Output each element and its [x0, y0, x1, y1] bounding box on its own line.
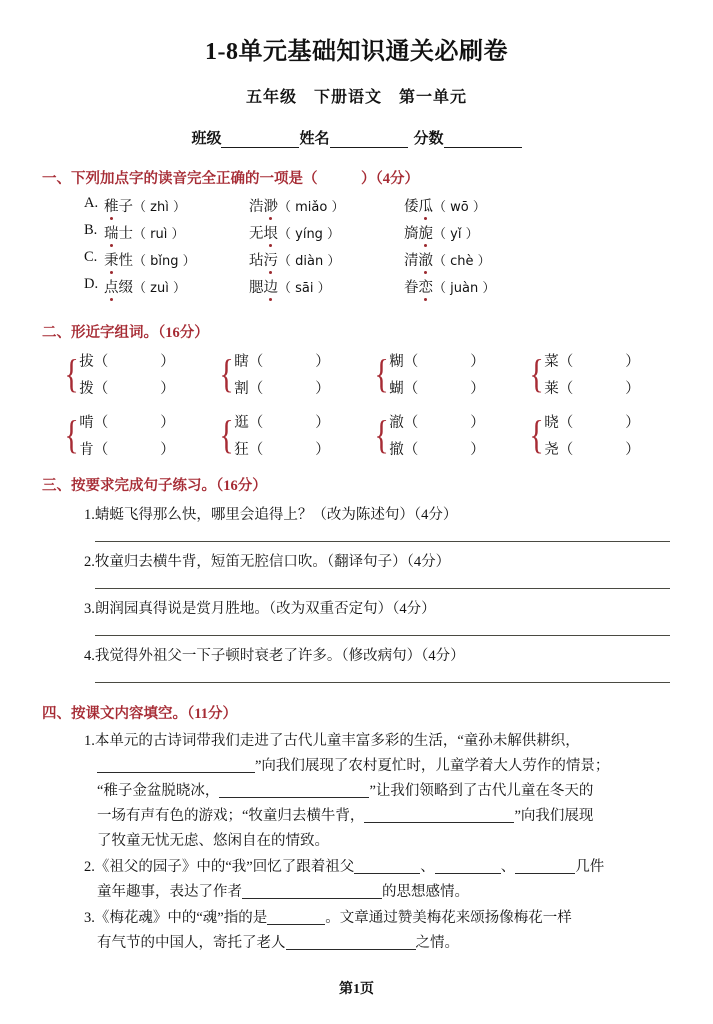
item-pinyin: （ zuì ） [133, 280, 186, 296]
item-pre: 玷 [249, 252, 264, 269]
option-item [404, 249, 534, 270]
item-pinyin: （ chè ） [433, 253, 491, 269]
item-pre: 旖 [404, 225, 419, 242]
brace-pair [79, 350, 175, 398]
section-1-options [0, 188, 713, 303]
close-paren: ） [625, 414, 640, 431]
item-pinyin: （ yíng ） [278, 226, 341, 242]
brace-pair [389, 411, 485, 459]
fill-text: 本单元的古诗词带我们走进了古代儿童丰富多彩的生活，“童孙未解供耕织， [94, 732, 580, 749]
brace-group [527, 411, 682, 459]
question-1 [84, 495, 670, 524]
char-label: 逛（ [234, 414, 264, 431]
item-number: 1. [84, 732, 95, 749]
fill-text: 童年趣事，表达了作者 [97, 883, 242, 900]
fill-blank[interactable] [219, 782, 369, 798]
page-footer: 第1页 [339, 982, 374, 997]
item-pinyin: （ diàn ） [278, 253, 341, 269]
option-item [104, 222, 249, 243]
dotted-char: 瑞 [104, 222, 119, 243]
dotted-char: 边 [264, 276, 279, 297]
fill-blank[interactable] [354, 858, 420, 874]
fill-text: 有气节的中国人，寄托了老人 [97, 934, 286, 951]
brace-icon: { [374, 350, 389, 396]
dotted-char: 稚 [104, 195, 119, 216]
item-pinyin: （ zhì ） [133, 199, 186, 215]
fill-text: 的思想感情。 [382, 883, 469, 900]
char-label: 莱（ [544, 380, 574, 397]
brace-icon: { [374, 411, 389, 457]
brace-group [62, 350, 217, 398]
brace-group [217, 411, 372, 459]
fill-blank[interactable] [435, 858, 501, 874]
question-text: 我觉得外祖父一下子顿时衰老了许多。（修改病句）（4分） [94, 647, 465, 664]
option-item [249, 222, 404, 243]
item-number: 2. [84, 858, 95, 875]
brace-item-bottom [544, 438, 640, 459]
item-pre: 无 [249, 225, 264, 242]
brace-item-bottom [389, 377, 485, 398]
dotted-char: 恋 [419, 276, 434, 297]
brace-icon: { [64, 411, 79, 457]
char-label: 啃（ [79, 414, 109, 431]
brace-pair [389, 350, 485, 398]
field-name [299, 127, 407, 148]
close-paren: ） [315, 441, 330, 458]
brace-pair [79, 411, 175, 459]
question-text: 蜻蜓飞得那么快，哪里会追得上？（改为陈述句）（4分） [94, 506, 458, 523]
brace-item-top [544, 350, 640, 371]
brace-pair [234, 350, 330, 398]
close-paren: ） [315, 380, 330, 397]
fill-line [84, 906, 680, 931]
option-letter: C. [84, 248, 98, 265]
brace-item-bottom [234, 438, 330, 459]
brace-item-top [389, 350, 485, 371]
close-paren: ） [315, 414, 330, 431]
close-paren: ） [625, 380, 640, 397]
brace-icon: { [64, 350, 79, 396]
char-label: 拨（ [79, 380, 109, 397]
brace-icon: { [529, 411, 544, 457]
question-text: 牧童归去横牛背，短笛无腔信口吹。（翻译句子）（4分） [94, 553, 451, 570]
brace-group [372, 411, 527, 459]
fill-text: 、 [500, 858, 516, 875]
brace-pair [234, 411, 330, 459]
section-2-heading: 二、形近字组词。（16分） [42, 324, 209, 341]
question-number: 3. [84, 600, 95, 617]
fill-text: ”让我们领略到了古代儿童在冬天的 [369, 782, 594, 799]
option-item [249, 249, 404, 270]
option-item [404, 222, 534, 243]
fill-blank[interactable] [364, 807, 514, 823]
page-title: 1-8单元基础知识通关必刷卷 [205, 39, 508, 65]
fill-line [84, 931, 680, 956]
section-3-heading: 三、按要求完成句子练习。（16分） [42, 477, 267, 494]
option-letter: D. [84, 275, 99, 292]
char-label: 尧（ [544, 441, 574, 458]
brace-item-bottom [389, 438, 485, 459]
item-post: 缀 [118, 279, 133, 296]
brace-item-top [544, 411, 640, 432]
option-item [104, 195, 249, 216]
brace-item-top [79, 350, 175, 371]
item-pinyin: （ wō ） [433, 199, 486, 215]
item-pre: 浩 [249, 198, 264, 215]
brace-item-top [234, 350, 330, 371]
option-row-d[interactable] [84, 276, 713, 303]
item-pinyin: （ yǐ ） [433, 226, 479, 242]
section-3-questions [0, 495, 713, 683]
close-paren: ） [315, 353, 330, 370]
fill-text: 了牧童无忧无虑、悠闲自在的情致。 [97, 832, 329, 849]
field-score [414, 127, 522, 148]
close-paren: ） [160, 441, 175, 458]
fill-text: 、 [420, 858, 435, 875]
dotted-char: 点 [104, 276, 119, 297]
brace-item-bottom [544, 377, 640, 398]
question-2 [84, 542, 670, 571]
question-number: 4. [84, 647, 95, 664]
dotted-char: 渺 [264, 195, 279, 216]
close-paren: ） [160, 353, 175, 370]
item-pinyin: （ ruì ） [133, 226, 185, 242]
item-post: 子 [118, 198, 133, 215]
brace-item-top [234, 411, 330, 432]
section-4-items [0, 723, 713, 956]
fill-text: ”向我们展现了农村夏忙时，儿童学着大人劳作的情景； [255, 757, 610, 774]
fill-line [84, 754, 680, 779]
page-subtitle: 五年级 下册语文 第一单元 [245, 88, 467, 106]
item-pre: 眷 [404, 279, 419, 296]
dotted-char: 秉 [104, 249, 119, 270]
section-2-row-2 [0, 398, 713, 459]
fill-blank[interactable] [97, 757, 255, 773]
option-item [249, 276, 404, 297]
close-paren: ） [625, 353, 640, 370]
fill-blank[interactable] [286, 934, 416, 950]
question-number: 2. [84, 553, 95, 570]
close-paren: ） [625, 441, 640, 458]
fill-line [84, 779, 680, 804]
fill-item-1 [84, 729, 680, 854]
fill-line [84, 855, 680, 880]
fill-blank[interactable] [515, 858, 575, 874]
fill-blank[interactable] [242, 883, 382, 899]
question-text: 朗润园真得说是赏月胜地。（改为双重否定句）（4分） [94, 600, 436, 617]
fill-text: 一场有声有色的游戏；“牧童归去横牛背， [97, 807, 365, 824]
option-row-a[interactable] [84, 195, 713, 222]
fill-text: ”向我们展现 [514, 807, 594, 824]
fill-text: 《祖父的园子》中的“我”回忆了跟着祖父 [94, 858, 355, 875]
fill-line [84, 880, 680, 905]
section-4-heading: 四、按课文内容填空。（11分） [42, 705, 237, 722]
question-3 [84, 589, 670, 618]
dotted-char: 瓜 [419, 195, 434, 216]
brace-pair [544, 350, 640, 398]
option-letter: A. [84, 194, 99, 211]
fill-line [84, 729, 680, 754]
brace-icon: { [529, 350, 544, 396]
item-pre: 倭 [404, 198, 419, 215]
char-label: 肯（ [79, 441, 109, 458]
fill-item-2 [84, 855, 680, 905]
item-pre: 腮 [249, 279, 264, 296]
fill-item-3 [84, 906, 680, 956]
field-score-input[interactable] [444, 134, 522, 148]
dotted-char: 旎 [419, 222, 434, 243]
brace-icon: { [219, 350, 234, 396]
option-row-c[interactable] [84, 249, 713, 276]
brace-pair [544, 411, 640, 459]
fill-text: 几件 [575, 858, 605, 875]
field-class-label: 班级 [191, 130, 222, 147]
char-label: 糊（ [389, 353, 419, 370]
close-paren: ） [160, 414, 175, 431]
field-class [191, 127, 299, 148]
fill-text: 《梅花魂》中的“魂”指的是 [94, 909, 268, 926]
item-pinyin: （ miǎo ） [278, 199, 345, 215]
brace-item-bottom [79, 438, 175, 459]
brace-item-top [389, 411, 485, 432]
char-label: 割（ [234, 380, 264, 397]
close-paren: ） [470, 441, 485, 458]
field-name-input[interactable] [330, 134, 408, 148]
close-paren: ） [470, 380, 485, 397]
question-4 [84, 636, 670, 665]
field-name-label: 姓名 [299, 130, 330, 147]
fill-text: 之情。 [415, 934, 459, 951]
brace-item-top [79, 411, 175, 432]
student-info-line [0, 107, 713, 148]
brace-group [372, 350, 527, 398]
char-label: 拔（ [79, 353, 109, 370]
fill-text: “稚子金盆脱晓冰， [97, 782, 220, 799]
fill-text: 。文章通过赞美梅花来颂扬像梅花一样 [325, 909, 572, 926]
option-item [404, 276, 534, 297]
char-label: 澈（ [389, 414, 419, 431]
char-label: 晓（ [544, 414, 574, 431]
char-label: 瞎（ [234, 353, 264, 370]
char-label: 撤（ [389, 441, 419, 458]
char-label: 菜（ [544, 353, 574, 370]
close-paren: ） [470, 353, 485, 370]
option-item [249, 195, 404, 216]
item-post: 性 [118, 252, 133, 269]
brace-icon: { [219, 411, 234, 457]
char-label: 蝴（ [389, 380, 419, 397]
fill-line [84, 829, 680, 854]
char-label: 狂（ [234, 441, 264, 458]
item-pinyin: （ juàn ） [433, 280, 496, 296]
option-letter: B. [84, 221, 98, 238]
section-1-heading: 一、下列加点字的读音完全正确的一项是（ ）（4分） [42, 170, 419, 187]
item-number: 3. [84, 909, 95, 926]
field-score-label: 分数 [413, 130, 444, 147]
close-paren: ） [160, 380, 175, 397]
brace-item-bottom [79, 377, 175, 398]
option-row-b[interactable] [84, 222, 713, 249]
brace-group [217, 350, 372, 398]
brace-item-bottom [234, 377, 330, 398]
option-item [104, 249, 249, 270]
question-number: 1. [84, 506, 95, 523]
field-class-input[interactable] [221, 134, 299, 148]
section-2-row-1 [0, 342, 713, 398]
item-post: 士 [118, 225, 133, 242]
dotted-char: 澈 [419, 249, 434, 270]
option-item [404, 195, 534, 216]
item-pinyin: （ sāi ） [278, 280, 331, 296]
dotted-char: 污 [264, 249, 279, 270]
brace-group [527, 350, 682, 398]
option-item [104, 276, 249, 297]
fill-line [84, 804, 680, 829]
fill-blank[interactable] [267, 909, 325, 925]
item-pre: 清 [404, 252, 419, 269]
close-paren: ） [470, 414, 485, 431]
dotted-char: 垠 [264, 222, 279, 243]
brace-group [62, 411, 217, 459]
item-pinyin: （ bǐng ） [133, 253, 196, 269]
